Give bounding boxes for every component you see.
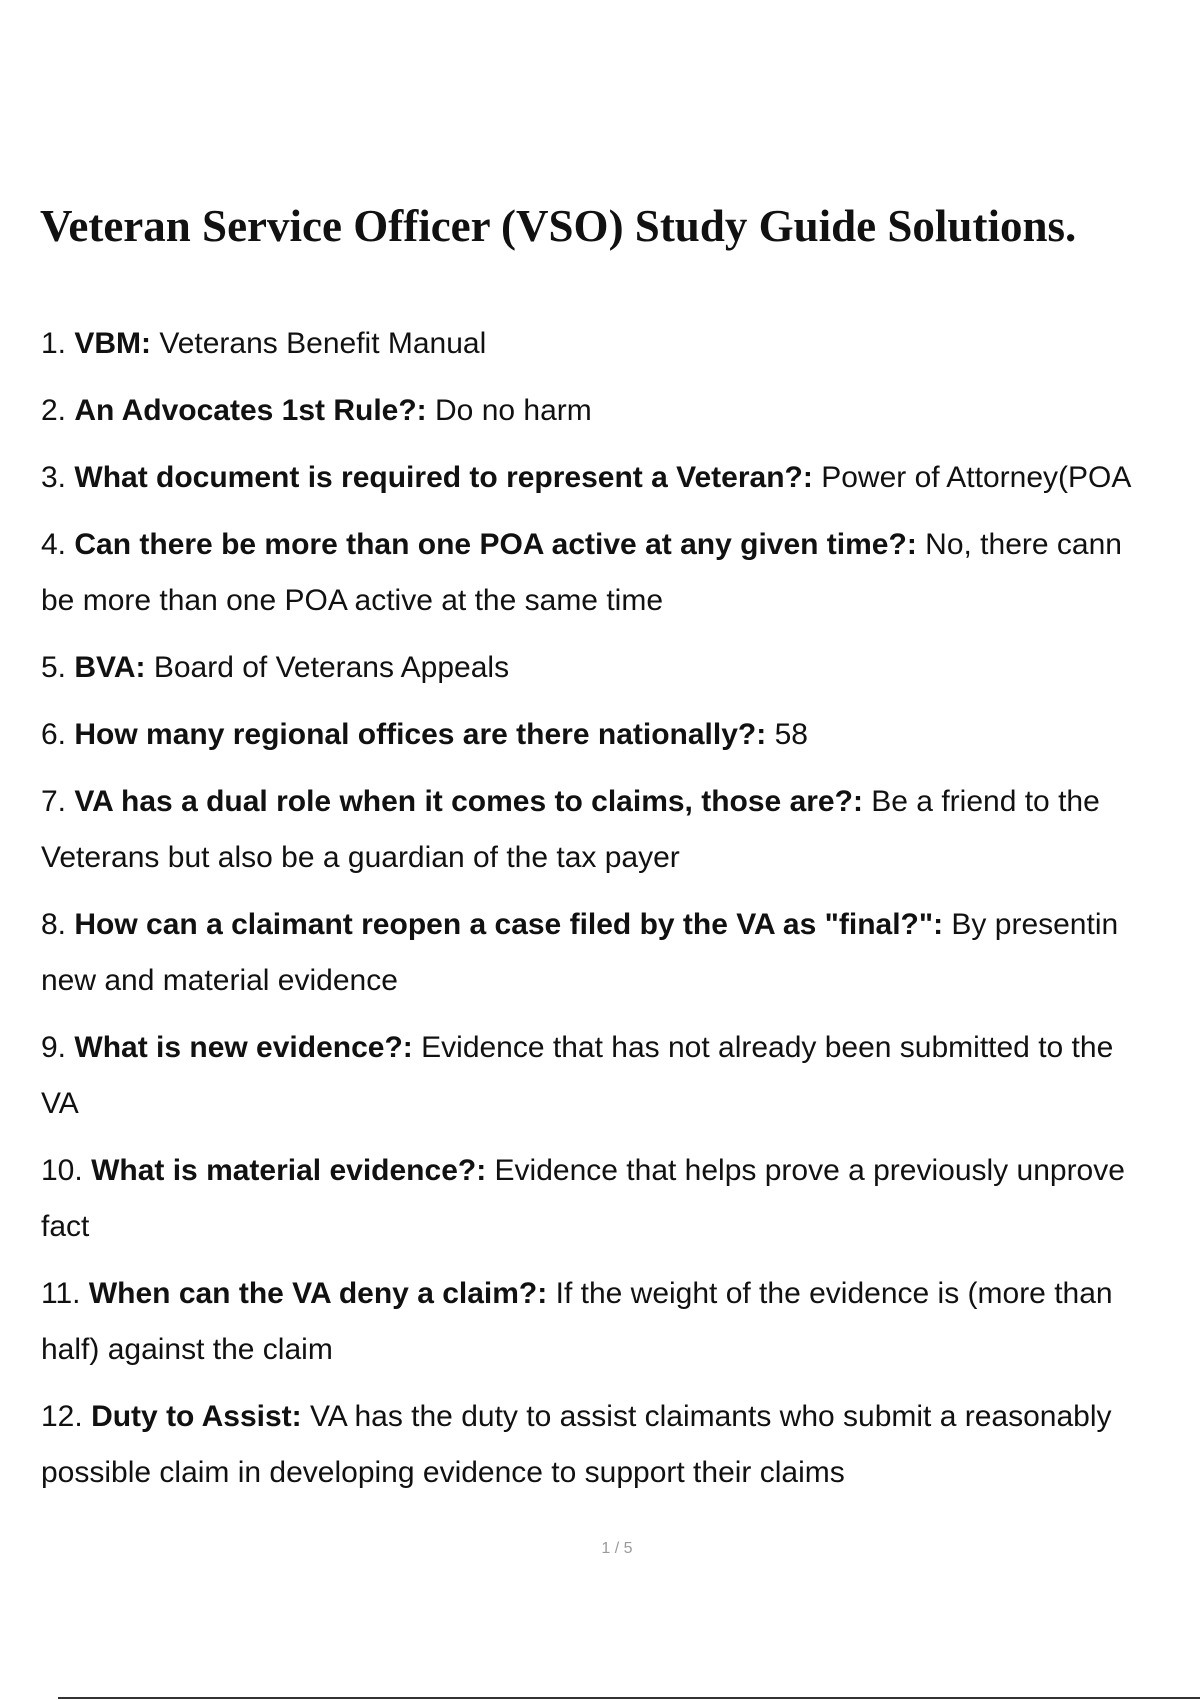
qa-list [41, 316, 1200, 1512]
qa-item [41, 383, 1200, 439]
item-answer-continued: Veterans but also be a guardian of the tax payer [41, 841, 680, 874]
item-question: When can the VA deny a claim?: [88, 1277, 548, 1310]
item-answer-continued: be more than one POA active at the same time [41, 584, 664, 617]
qa-item [41, 316, 1200, 372]
item-answer-continued: half) against the claim [41, 1333, 333, 1366]
item-number: 4. [41, 528, 67, 561]
item-question: What document is required to represent a Veteran?: [74, 461, 813, 494]
item-question: Can there be more than one POA active at any given time?: [74, 528, 917, 561]
item-answer: By presentin [951, 908, 1119, 941]
item-number: 1. [41, 327, 67, 360]
qa-item [41, 1143, 1200, 1255]
item-question: What is new evidence?: [74, 1031, 413, 1064]
qa-item [41, 707, 1200, 763]
qa-item [41, 640, 1200, 696]
item-question: VA has a dual role when it comes to claims, those are?: [74, 785, 863, 818]
item-answer-continued: new and material evidence [41, 964, 398, 997]
item-question: How many regional offices are there nationally?: [74, 718, 767, 751]
item-answer: VA has the duty to assist claimants who submit a reasonably [309, 1400, 1112, 1433]
item-question: What is material evidence?: [91, 1154, 487, 1187]
item-question: BVA: [74, 651, 146, 684]
item-number: 10. [41, 1154, 83, 1187]
item-answer: Veterans Benefit Manual [159, 327, 487, 360]
qa-item [41, 897, 1200, 1009]
qa-item [41, 450, 1200, 506]
qa-item [41, 1389, 1200, 1501]
item-answer: Board of Veterans Appeals [153, 651, 510, 684]
item-question: Duty to Assist: [91, 1400, 302, 1433]
item-number: 6. [41, 718, 67, 751]
item-answer: No, there cann [925, 528, 1122, 561]
item-answer: Evidence that has not already been submitted to the [421, 1031, 1114, 1064]
item-number: 9. [41, 1031, 67, 1064]
item-question: How can a claimant reopen a case filed by the VA as "final?": [74, 908, 944, 941]
item-answer: Be a friend to the [871, 785, 1100, 818]
item-answer: 58 [774, 718, 808, 751]
item-answer-continued: possible claim in developing evidence to support their claims [41, 1456, 845, 1489]
item-answer-continued: fact [41, 1210, 90, 1243]
document-title: Veteran Service Officer (VSO) Study Guide Solutions. [40, 201, 1077, 251]
item-number: 12. [41, 1400, 83, 1433]
item-number: 2. [41, 394, 67, 427]
item-number: 8. [41, 908, 67, 941]
qa-item [41, 1020, 1200, 1132]
qa-item [41, 517, 1200, 629]
item-number: 5. [41, 651, 67, 684]
item-answer: Evidence that helps prove a previously unprove [494, 1154, 1125, 1187]
item-question: VBM: [74, 327, 152, 360]
qa-item [41, 1266, 1200, 1378]
page-bottom-rule [58, 1697, 1200, 1699]
item-number: 3. [41, 461, 67, 494]
item-number: 7. [41, 785, 67, 818]
item-number: 11. [41, 1277, 81, 1310]
item-answer: Power of Attorney(POA [821, 461, 1132, 494]
qa-item [41, 774, 1200, 886]
item-answer: If the weight of the evidence is (more than [555, 1277, 1113, 1310]
item-question: An Advocates 1st Rule?: [74, 394, 427, 427]
item-answer: Do no harm [435, 394, 592, 427]
page-number: 1 / 5 [601, 1540, 633, 1557]
item-answer-continued: VA [41, 1087, 79, 1120]
